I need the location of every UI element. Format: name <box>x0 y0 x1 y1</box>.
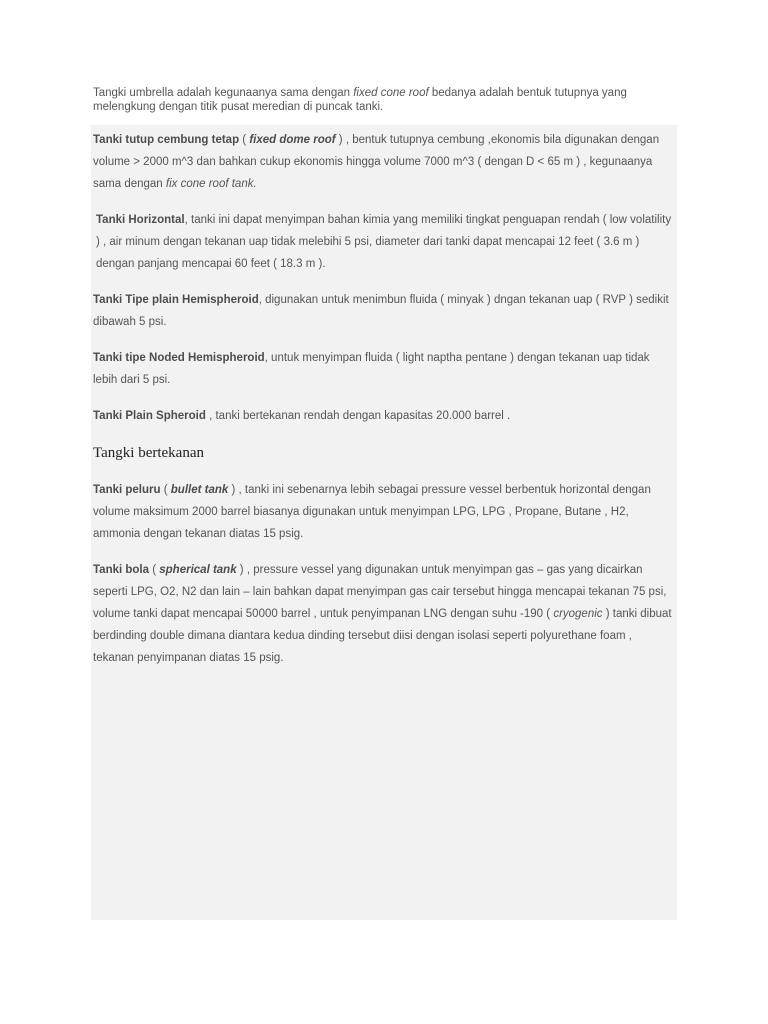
text: , untuk menyimpan fluida ( light naptha pentane ) dengan tekanan uap tidak lebih dari 5 psi. <box>93 352 650 386</box>
term-tanki-peluru: Tanki peluru <box>93 484 161 496</box>
text: , tanki ini dapat menyimpan bahan kimia yang memiliki tingkat penguapan rendah ( low volatility ) , air minum dengan tekanan uap tidak melebihi 5 psi, diameter dari tanki dapat mencapai 12 feet ( 3.6 m ) dengan panjang mencapai 60 feet ( 18.3 m ). <box>96 214 672 270</box>
intro-text-2: bedanya adalah bentuk tutupnya yang melengkung dengan titik pusat meredian di puncak tanki. <box>93 87 627 113</box>
text: , tanki bertekanan rendah dengan kapasitas 20.000 barrel . <box>205 410 511 422</box>
term-tanki-tutup-cembung: Tanki tutup cembung tetap <box>93 134 240 146</box>
text: ) , pressure vessel yang digunakan untuk menyimpan gas – gas yang dicairkan seperti LPG, O2, N2 dan lain – lain bahkan dapat menyimpan gas cair tersebut hingga mencapai tekanan 75 psi, volume tanki dapat mencapai 50000 barrel , untuk penyimpanan LNG dengan suhu -190 ( <box>93 564 667 620</box>
intro-term-fixed-cone-roof: fixed cone roof <box>353 87 429 99</box>
term-plain-hemispheroid: Tanki Tipe plain Hemispheroid <box>93 294 259 306</box>
intro-text-1: Tangki umbrella adalah kegunaanya sama dengan <box>93 87 354 99</box>
text: ( <box>239 134 250 146</box>
paragraph-horizontal <box>93 209 673 275</box>
term-fix-cone-roof-tank: fix cone roof tank. <box>165 178 257 190</box>
text: , digunakan untuk menimbun fluida ( minyak ) dngan tekanan uap ( RVP ) sedikit dibawah 5 psi. <box>93 294 669 328</box>
paragraph-fixed-dome-roof <box>93 129 673 195</box>
text: ) tanki dibuat berdinding double dimana diantara kedua dinding tersebut diisi dengan isolasi seperti polyurethane foam , tekanan penyimpanan diatas 15 psig. <box>93 608 672 664</box>
term-spherical-tank: spherical tank <box>159 564 237 576</box>
text: ( <box>160 484 171 496</box>
term-cryogenic: cryogenic <box>553 608 603 620</box>
text: ( <box>149 564 160 576</box>
paragraph-plain-spheroid <box>93 405 673 427</box>
paragraph-spherical-tank <box>93 559 673 669</box>
term-bullet-tank: bullet tank <box>170 484 229 496</box>
intro-paragraph <box>93 86 668 114</box>
paragraph-noded-hemispheroid <box>93 347 673 391</box>
term-tanki-bola: Tanki bola <box>93 564 150 576</box>
paragraph-bullet-tank <box>93 479 673 545</box>
text: ) , bentuk tutupnya cembung ,ekonomis bila digunakan dengan volume > 2000 m^3 dan bahkan cukup ekonomis hingga volume 7000 m^3 ( dengan D < 65 m ) , kegunaanya sama dengan <box>93 134 660 190</box>
section-heading: Tangki bertekanan <box>93 445 204 461</box>
content-body <box>93 129 673 683</box>
term-tanki-horizontal: Tanki Horizontal <box>96 214 185 226</box>
paragraph-plain-hemispheroid <box>93 289 673 333</box>
text: ) , tanki ini sebenarnya lebih sebagai pressure vessel berbentuk horizontal dengan volume maksimum 2000 barrel biasanya digunakan untuk menyimpan LPG, LPG , Propane, Butane , H2, ammonia dengan tekanan diatas 15 psig. <box>93 484 651 540</box>
term-noded-hemispheroid: Tanki tipe Noded Hemispheroid <box>93 352 265 364</box>
term-plain-spheroid: Tanki Plain Spheroid <box>93 410 206 422</box>
term-fixed-dome-roof: fixed dome roof <box>249 134 336 146</box>
